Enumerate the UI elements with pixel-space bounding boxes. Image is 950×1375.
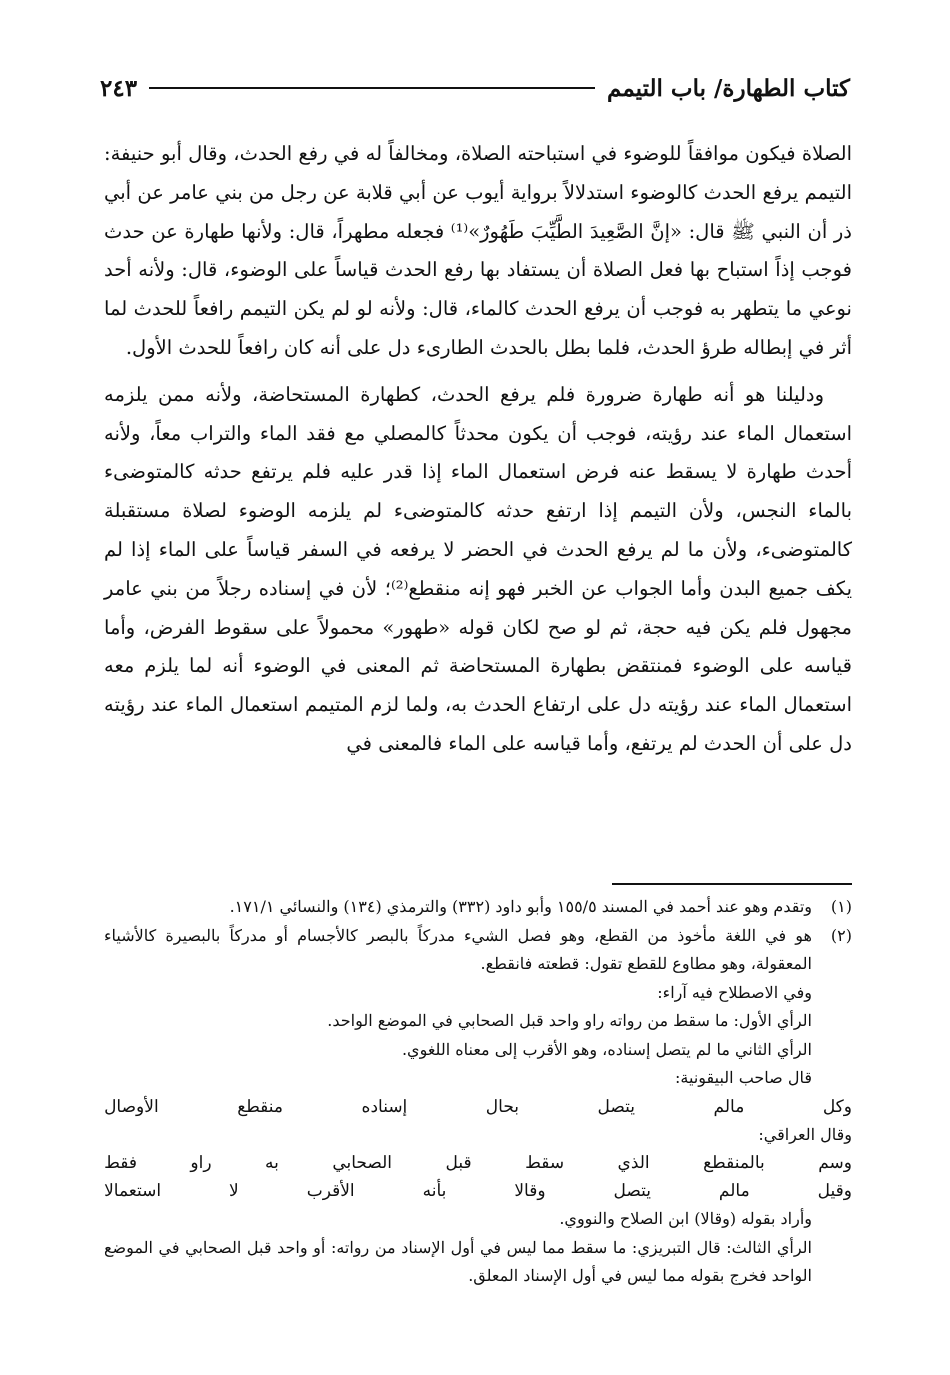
footnote-separator [612,883,852,885]
verse-word: يتصل [613,1181,651,1201]
footnote-line: الرأي الثاني ما لم يتصل إسناده، وهو الأقرب إلى معناه اللغوي. [401,1039,812,1059]
verse-word: استعمالا [104,1181,162,1201]
footnote-line: وقال العراقي: [758,1124,852,1144]
verse-word: به [265,1153,279,1173]
footnotes [104,893,852,1291]
verse-word: مالم [718,1181,750,1201]
verse-word: يتصل [597,1096,636,1117]
main-text [104,135,852,764]
chapter-title: كتاب الطهارة/ باب التيمم [607,74,850,102]
verse-word: الأوصال [104,1096,159,1117]
verse-word: فقط [104,1153,137,1173]
verse-line-1 [104,1093,852,1121]
footnote-line: وفي الاصطلاح فيه آراء: [657,982,812,1002]
verse-word: إسناده [361,1096,408,1117]
verse-word: راو [190,1153,212,1173]
verse-word: بالمنقطع [703,1153,765,1173]
verse-word: مالم [713,1096,745,1117]
footnote-text: وتقدم وهو عند أحمد في المسند ١٥٥/٥ وأبو داود (٣٣٢) والترمذي (١٣٤) والنسائي ١٧١/١. [229,897,812,916]
footnote-line: الرأي الثالث: قال التبريزي: ما سقط مما ليس في أول الإسناد من رواته: أو واحد قبل الصحابي في الموضع الواحد فخرج بقوله مما ليس في أول الإسناد المعلق. [104,1237,813,1285]
verse-word: وكل [822,1096,852,1117]
running-header [100,68,850,108]
footnote-text: هو في اللغة مأخوذ من القطع، وهو فصل الشيء مدركاً بالبصر كالأجسام أو مدركاً بالبصيرة كالأشياء المعقولة، وهو مطاوع للقطع تقول: قطعته فانقطع. [104,925,812,973]
footnote-line: قال صاحب البيقونية: [675,1068,812,1087]
verse-word: الصحابي [332,1153,393,1173]
verse-word: وقالا [514,1181,546,1201]
paragraph-1: الصلاة فيكون موافقاً للوضوء في استباحته الصلاة، ومخالفاً له في رفع الحدث، وقال أبو حنيفة: التيمم يرفع الحدث كالوضوء استدلالاً برواية أيوب عن أبي قلابة عن رجل من بني عامر عن أبي ذر أن النبي ﷺ قال: «إنَّ الصَّعِيدَ الطَّيِّبَ طَهُورٌ»⁽¹⁾ فجعله مطهراً، قال: ولأنها طهارة عن حدث فوجب إذاً استباح بها فعل الصلاة أن يستفاد بها رفع الحدث قياساً على الوضوء، قال: ولأنه أحد نوعي ما يتطهر به فوجب أن يرفع الحدث كالماء، قال: ولأنه لو لم يكن التيمم رافعاً للحدث لما أثر في إبطاله طرؤ الحدث، فلما بطل بالحدث الطارىء دل على أنه كان رافعاً للحدث الأول. [104,142,852,359]
verse-word: بأنه [422,1181,447,1201]
footnote-number: (١) [830,897,852,916]
verse-word: وقيل [817,1181,852,1201]
footnote-line: وأراد بقوله (وقالا) ابن الصلاح والنووي. [559,1209,812,1228]
verse-word: قبل [445,1153,472,1173]
verse-word: بحال [485,1096,520,1117]
footnote-number: (٢) [830,925,852,945]
verse-word: منقطع [237,1096,284,1117]
header-rule [149,87,595,89]
verse-word: وسم [818,1153,852,1173]
page-number: ٢٤٣ [100,74,138,102]
footnote-1 [104,893,852,922]
footnote-2 [104,922,852,979]
verse-word: سقط [525,1153,565,1173]
verse-line-3 [104,1177,852,1205]
verse-line-2 [104,1149,852,1177]
paragraph-2: ودليلنا هو أنه طهارة ضرورة فلم يرفع الحدث، كطهارة المستحاضة، ولأنه ممن يلزمه استعمال الماء عند رؤيته، فوجب أن يكون محدثاً كالمصلي مع فقد الماء والتراب معاً، ولأنه أحدث طهارة لا يسقط عنه فرض استعمال الماء إذا قدر عليه فلم يرتفع حدثه كالمتوضىء بالماء النجس، ولأن التيمم إذا ارتفع حدثه كالمتوضىء لم يلزمه الوضوء لصلاة مستقبلة كالمتوضىء، ولأن ما لم يرفع الحدث في الحضر لا يرفعه في السفر قياساً على الماء إذا لم يكف جميع البدن وأما الجواب عن الخبر فهو إنه منقطع⁽²⁾؛ لأن في إسناده رجلاً من بني عامر مجهول فلم يكن فيه حجة، ثم لو صح لكان قوله «طهور» محمولاً على سقوط الفرض، وأما قياسه على الوضوء فمنتقض بطهارة المستحاضة ثم المعنى في الوضوء أنه لما يلزم معه استعمال الماء عند رؤيته دل على ارتفاع الحدث به، ولما لزم المتيمم استعمال الماء عند رؤيته دل على أن الحدث لم يرتفع، وأما قياسه على الماء فالمعنى في [104,382,852,755]
verse-word: الأقرب [306,1181,355,1201]
verse-word: لا [229,1181,239,1201]
footnote-line: الرأي الأول: ما سقط من رواته راو واحد قبل الصحابي في الموضع الواحد. [327,1011,812,1030]
verse-word: الذي [617,1153,650,1173]
